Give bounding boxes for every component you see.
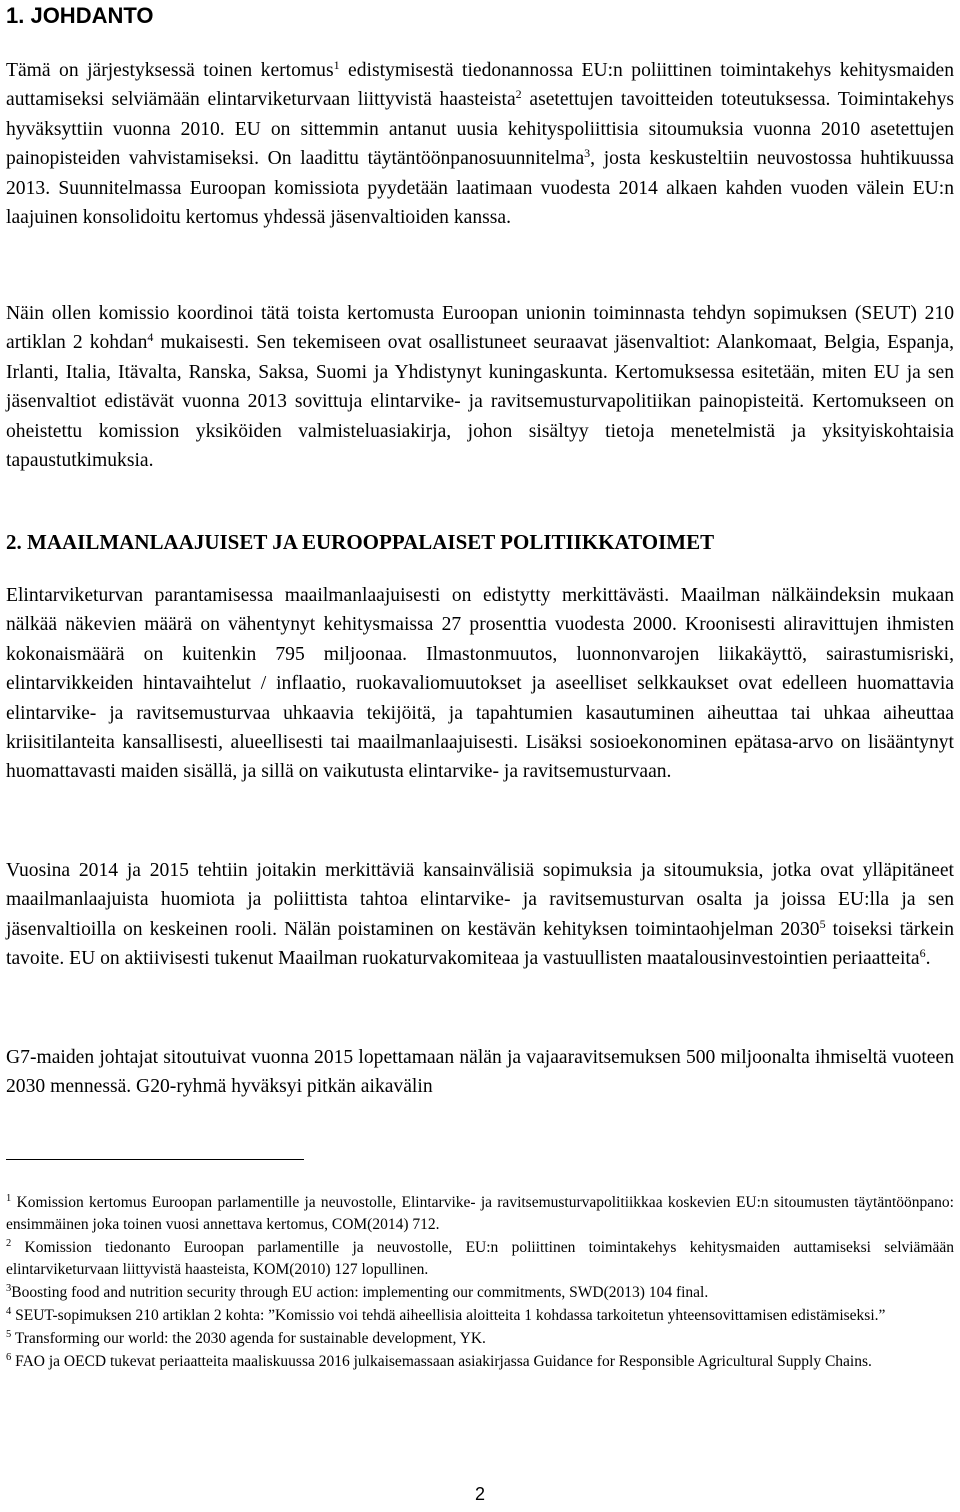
footnote-number: 2 — [6, 1238, 12, 1249]
footnote-ref-6[interactable]: 6 — [919, 946, 926, 961]
footnote — [6, 1282, 954, 1304]
section-heading-2: 2. MAAILMANLAAJUISET JA EUROOPPALAISET POLITIIKKATOIMET — [6, 530, 715, 554]
footnotes — [6, 1192, 954, 1374]
paragraph-4 — [6, 856, 954, 974]
text-run: Vuosina 2014 ja 2015 tehtiin joitakin merkittäviä kansainvälisiä sopimuksia ja sitoumuksia, jotka ovat ylläpitäneet maailmanlaajuista huomiota ja poliittista tahtoa elintarvike- ja ravitsemusturvan osalta ja joissa EU:lla ja sen jäsenvaltioilla on keskeinen rooli. Nälän poistaminen on kestävän kehityksen toimintaohjelman 2030 — [6, 860, 954, 940]
footnote-ref-2[interactable]: 2 — [515, 87, 522, 102]
text-run: , josta keskusteltiin neuvostossa huhtikuussa 2013. Suunnitelmassa Euroopan komissiota pyydetään laatimaan vuodesta 2014 alkaen kahden vuoden välein EU:n laajuinen konsolidoitu kertomus yhdessä jäsenvaltioiden kanssa. — [6, 148, 954, 229]
text-run: . — [925, 948, 931, 970]
footnote — [6, 1351, 954, 1373]
footnote-text: Boosting food and nutrition security through EU action: implementing our commitments, SWD(2013) 104 final. — [11, 1284, 709, 1301]
footnote-number: 1 — [6, 1193, 12, 1204]
text-run: toiseksi tärkein tavoite. EU on aktiivisesti tukenut Maailman ruokaturvakomiteaa ja vastuullisten maatalousinvestointien periaatteita — [6, 918, 954, 970]
footnote-number: 4 — [6, 1306, 12, 1317]
footnote-text: Komission tiedonanto Euroopan parlamentille ja neuvostolle, EU:n poliittinen toimintakehys kehitysmaiden auttamiseksi selviämään elintarviketurvaan liittyvistä haasteista, KOM(2010) 127 lopullinen. — [6, 1239, 954, 1278]
text-run: Tämä on järjestyksessä toinen kertomus — [6, 60, 334, 81]
text-run: Näin ollen komissio koordinoi tätä toista kertomusta Euroopan unionin toiminnasta tehdyn sopimuksen (SEUT) 210 artiklan 2 kohdan — [6, 303, 954, 354]
footnote-separator — [6, 1159, 304, 1160]
paragraph-3: Elintarviketurvan parantamisessa maailmanlaajuisesti on edistytty merkittävästi. Maailman nälkäindeksin mukaan nälkää näkevien määrä on vähentynyt kehitysmaissa 27 prosenttia vuodesta 2000. Kroonisesti aliravittujen ihmisten kokonaismäärä on kuitenkin 795 miljoonaa. Ilmastonmuutos, luonnonvarojen liikakäyttö, sairastumisriski, elintarvikkeiden hintavaihtelut / inflaatio, ruokavaliomuutokset ja aseelliset selkkaukset ovat edelleen huomattavia elintarvike- ja ravitsemusturvaa uhkaavia tekijöitä, ja tapahtumien kasautuminen aiheuttaa tai uhkaa aiheuttaa kriisitilanteita kansallisesti, alueellisesti tai maailmanlaajuisesti. Lisäksi sosioekonominen epätasa-arvo on lisääntynyt huomattavasti maiden sisällä, ja sillä on vaikutusta elintarvike- ja ravitsemusturvaan. — [6, 585, 954, 783]
footnote-number: 6 — [6, 1352, 12, 1363]
footnote — [6, 1192, 954, 1236]
footnote-text: Komission kertomus Euroopan parlamentille ja neuvostolle, Elintarvike- ja ravitsemusturvapolitiikkaa koskevien EU:n sitoumusten täytäntöönpano: ensimmäinen joka toinen vuosi annettava kertomus, COM(2014) 712. — [6, 1194, 954, 1233]
text-run: mukaisesti. Sen tekemiseen ovat osallistuneet seuraavat jäsenvaltiot: Alankomaat, Belgia, Espanja, Irlanti, Italia, Itävalta, Ranska, Saksa, Suomi ja Yhdistynyt kuningaskunta. Kertomuksessa esitetään, miten EU ja sen jäsenvaltiot edistävät vuonna 2013 sovittuja elintarvike- ja ravitsemusturvapolitiikan painopisteitä. Kertomukseen on oheistettu komission yksiköiden valmisteluasiakirja, johon sisältyy tietoja menetelmistä ja yksityiskohtaisia tapaustutkimuksia. — [6, 332, 954, 472]
page-number: 2 — [474, 1484, 485, 1504]
footnote — [6, 1328, 954, 1350]
footnote-ref-1[interactable]: 1 — [333, 58, 340, 72]
footnote-number: 5 — [6, 1329, 12, 1340]
section-heading-1: 1. JOHDANTO — [6, 3, 154, 28]
footnote-text: Transforming our world: the 2030 agenda for sustainable development, YK. — [11, 1330, 486, 1347]
text-run: edistymisestä tiedonannossa EU:n poliittinen toimintakehys kehitysmaiden auttamiseksi selviämään elintarviketurvaan liittyvistä haasteista — [6, 60, 954, 111]
footnote — [6, 1237, 954, 1281]
paragraph-2 — [6, 299, 954, 475]
paragraph-1 — [6, 56, 954, 232]
text-run: asetettujen tavoitteiden toteutuksessa. Toimintakehys hyväksyttiin vuonna 2010. EU on sittemmin antanut uusia kehityspoliittisia sitoumuksia vuonna 2010 asetettujen painopisteiden vahvistamiseksi. On laadittu täytäntöönpanosuunnitelma — [6, 89, 954, 170]
footnote-text: FAO ja OECD tukevat periaatteita maaliskuussa 2016 julkaisemassaan asiakirjassa Guidance for Responsible Agricultural Supply Chains. — [11, 1353, 872, 1370]
footnote-number: 3 — [6, 1283, 12, 1294]
footnote — [6, 1305, 954, 1327]
footnote-ref-4[interactable]: 4 — [147, 330, 154, 345]
footnote-ref-3[interactable]: 3 — [584, 146, 591, 161]
footnote-text: SEUT-sopimuksen 210 artiklan 2 kohta: ”Komissio voi tehdä aiheellisia aloitteita 1 kohdassa tarkoitetun yhteensovittamisen edistämiseksi.” — [11, 1307, 886, 1324]
paragraph-5: G7-maiden johtajat sitoutuivat vuonna 2015 lopettamaan nälän ja vajaaravitsemuksen 500 miljoonalta ihmiseltä vuoteen 2030 mennessä. G20-ryhmä hyväksyi pitkän aikavälin — [6, 1047, 954, 1098]
footnote-ref-5[interactable]: 5 — [819, 916, 826, 931]
